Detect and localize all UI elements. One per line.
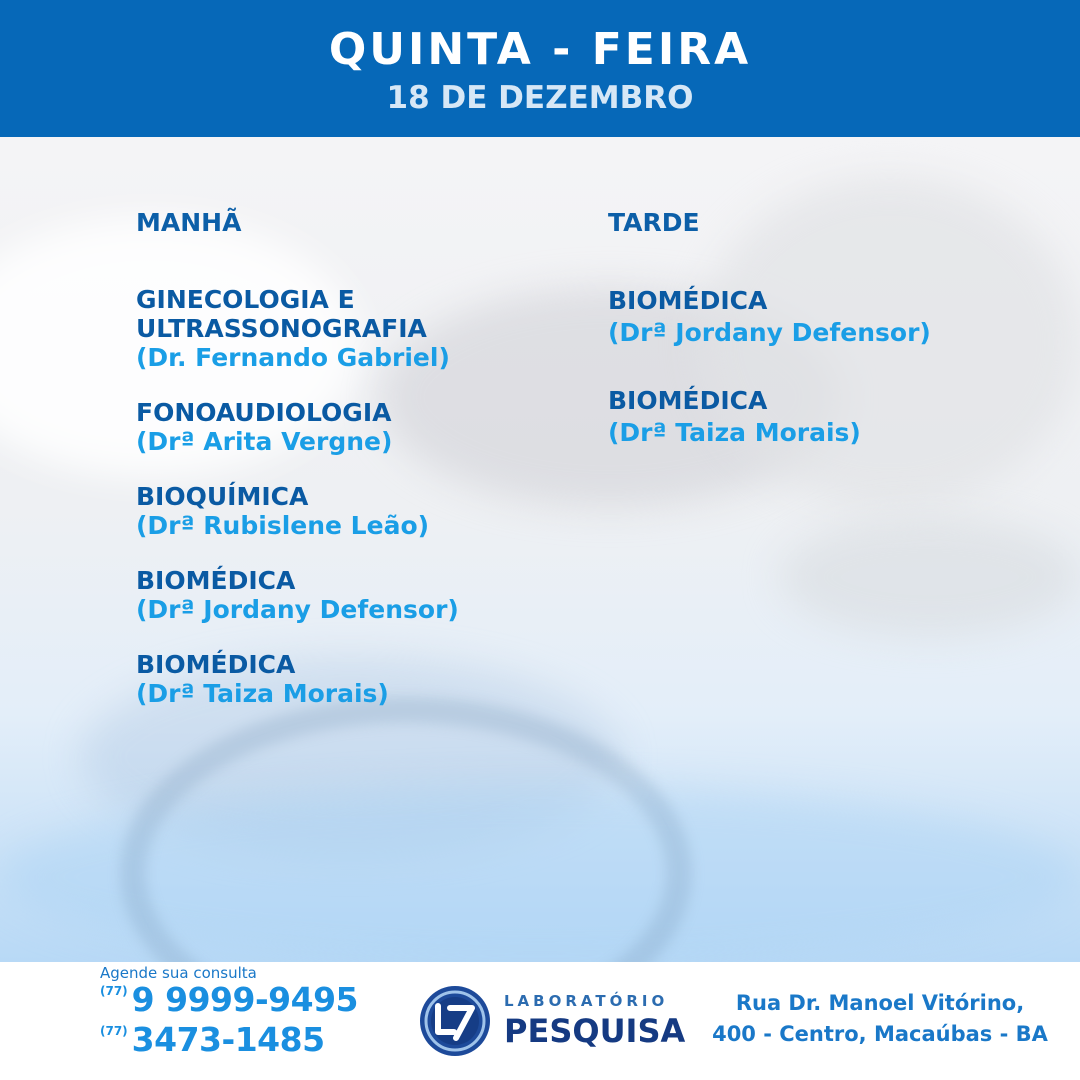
specialty: BIOMÉDICA <box>608 386 768 415</box>
specialty: BIOMÉDICA <box>136 566 296 595</box>
specialty: FONOAUDIOLOGIA <box>136 398 392 427</box>
doctor-name: (Drª Jordany Defensor) <box>608 318 931 347</box>
doctor-name: (Dr. Fernando Gabriel) <box>136 343 450 372</box>
phone-landline[interactable] <box>100 1020 325 1059</box>
schedule-entry <box>136 398 556 456</box>
schedule-entry <box>136 650 556 708</box>
morning-column <box>136 207 556 734</box>
specialty: BIOMÉDICA <box>136 650 296 679</box>
specialty: BIOQUÍMICA <box>136 482 309 511</box>
footer-bar <box>0 962 1080 1080</box>
logo-text-small: LABORATÓRIO <box>504 992 669 1010</box>
logo-text-big: PESQUISA <box>504 1012 686 1050</box>
lab-logo-icon <box>418 984 492 1058</box>
schedule-entry <box>608 385 1028 449</box>
address-line: Rua Dr. Manoel Vitórino, <box>735 991 1025 1015</box>
date-subtitle: 18 DE DEZEMBRO <box>386 80 694 116</box>
schedule-entry <box>608 285 1028 349</box>
area-code: (77) <box>100 1024 128 1038</box>
phone-number: 3473-1485 <box>131 1020 325 1059</box>
doctor-name: (Drª Rubislene Leão) <box>136 511 430 540</box>
specialty: GINECOLOGIA E <box>136 285 355 314</box>
doctor-name: (Drª Jordany Defensor) <box>136 595 459 624</box>
phone-mobile[interactable] <box>100 980 358 1019</box>
doctor-name: (Drª Taiza Morais) <box>136 679 389 708</box>
weekday-title: QUINTA - FEIRA <box>328 24 752 75</box>
cta-label: Agende sua consulta <box>100 964 257 982</box>
specialty: ULTRASSONOGRAFIA <box>136 314 427 343</box>
doctor-name: (Drª Taiza Morais) <box>608 418 861 447</box>
afternoon-label: TARDE <box>608 208 700 237</box>
header-banner <box>0 0 1080 137</box>
doctor-name: (Drª Arita Vergne) <box>136 427 393 456</box>
address-line: 400 - Centro, Macaúbas - BA <box>712 1022 1048 1046</box>
morning-label: MANHÃ <box>136 208 242 237</box>
schedule-entry <box>136 566 556 624</box>
afternoon-column <box>608 207 1028 485</box>
lab-logo <box>418 984 686 1060</box>
schedule-entry <box>136 482 556 540</box>
specialty: BIOMÉDICA <box>608 286 768 315</box>
area-code: (77) <box>100 984 128 998</box>
phone-number: 9 9999-9495 <box>131 980 359 1019</box>
address <box>690 988 1070 1050</box>
schedule-entry <box>136 285 556 372</box>
